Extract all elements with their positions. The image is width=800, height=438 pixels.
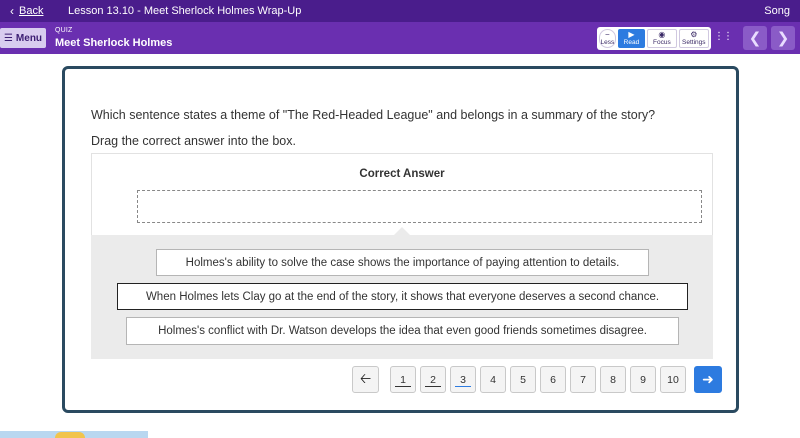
answer-choice-1[interactable]: Holmes's ability to solve the case shows the importance of paying attention to details. (156, 249, 649, 276)
pager-page-5[interactable] (510, 366, 536, 393)
reading-tools (597, 27, 711, 50)
chevron-right-icon: ❯ (776, 30, 790, 47)
top-bar (0, 0, 800, 22)
choices-area (91, 235, 713, 359)
menu-label: Menu (15, 32, 43, 44)
page-number: 5 (520, 373, 526, 386)
quiz-header (0, 22, 800, 54)
pager-page-7[interactable] (570, 366, 596, 393)
back-label: Back (19, 5, 44, 17)
current-underline (455, 386, 471, 388)
thumbnail-illustration (55, 432, 85, 438)
answered-underline (395, 386, 411, 388)
question-instruction: Drag the correct answer into the box. (91, 134, 296, 148)
hamburger-icon: ☰ (3, 32, 13, 44)
pager-page-8[interactable] (600, 366, 626, 393)
settings-button[interactable] (679, 29, 709, 48)
pager-page-4[interactable] (480, 366, 506, 393)
pager-page-10[interactable] (660, 366, 686, 393)
song-button[interactable]: Song (764, 5, 790, 17)
read-button[interactable] (618, 29, 645, 48)
pager-page-9[interactable] (630, 366, 656, 393)
pager-page-6[interactable] (540, 366, 566, 393)
page-number: 2 (430, 373, 436, 386)
question-card (62, 66, 739, 413)
question-pager (352, 366, 722, 396)
answered-underline (425, 386, 441, 388)
read-label: Read (623, 39, 640, 46)
focus-label: Focus (653, 39, 671, 46)
quiz-title: Meet Sherlock Holmes (55, 37, 173, 49)
page-number: 1 (400, 373, 406, 386)
pager-back-button[interactable] (352, 366, 379, 393)
quiz-tag: QUIZ (55, 27, 73, 34)
less-label: Less (600, 39, 615, 46)
answer-area (91, 153, 713, 235)
video-thumbnail[interactable] (0, 431, 148, 438)
less-button[interactable] (599, 29, 616, 48)
settings-label: Settings (682, 39, 706, 46)
page-number: 8 (610, 373, 616, 386)
page-number: 9 (640, 373, 646, 386)
correct-answer-title: Correct Answer (359, 168, 445, 180)
answer-choice-2[interactable]: When Holmes lets Clay go at the end of the story, it shows that everyone deserves a second chance. (117, 283, 688, 310)
page-number: 6 (550, 373, 556, 386)
next-page-button[interactable] (771, 26, 795, 50)
pager-page-1[interactable] (390, 366, 416, 393)
lesson-title: Lesson 13.10 - Meet Sherlock Holmes Wrap-Up (68, 5, 302, 17)
notch (394, 227, 410, 235)
page-number: 4 (490, 373, 496, 386)
eye-icon: ◉ (658, 30, 666, 39)
drag-handle-icon[interactable]: ⋮⋮ (714, 31, 732, 42)
arrow-left-icon: 🡠 (359, 369, 372, 386)
answer-drop-zone[interactable] (137, 190, 702, 223)
focus-button[interactable] (647, 29, 676, 48)
page-number: 3 (460, 373, 466, 386)
arrow-right-icon: ➜ (702, 371, 714, 387)
minus-icon: − (605, 30, 610, 39)
pager-next-button[interactable] (694, 366, 722, 393)
back-link[interactable] (0, 4, 62, 18)
pager-page-2[interactable] (420, 366, 446, 393)
chevron-left-icon: ❮ (748, 30, 762, 47)
page-number: 7 (580, 373, 586, 386)
gear-icon: ⚙ (690, 30, 698, 39)
chevron-left-icon: ‹ (10, 4, 14, 18)
menu-button[interactable] (0, 28, 46, 48)
answer-choice-3[interactable]: Holmes's conflict with Dr. Watson develops the idea that even good friends sometimes disagree. (126, 317, 679, 345)
previous-page-button[interactable] (743, 26, 767, 50)
question-prompt: Which sentence states a theme of "The Red-Headed League" and belongs in a summary of the story? (91, 108, 656, 122)
page-number: 10 (667, 373, 679, 386)
play-icon: ▶ (628, 30, 635, 39)
pager-page-3[interactable] (450, 366, 476, 393)
